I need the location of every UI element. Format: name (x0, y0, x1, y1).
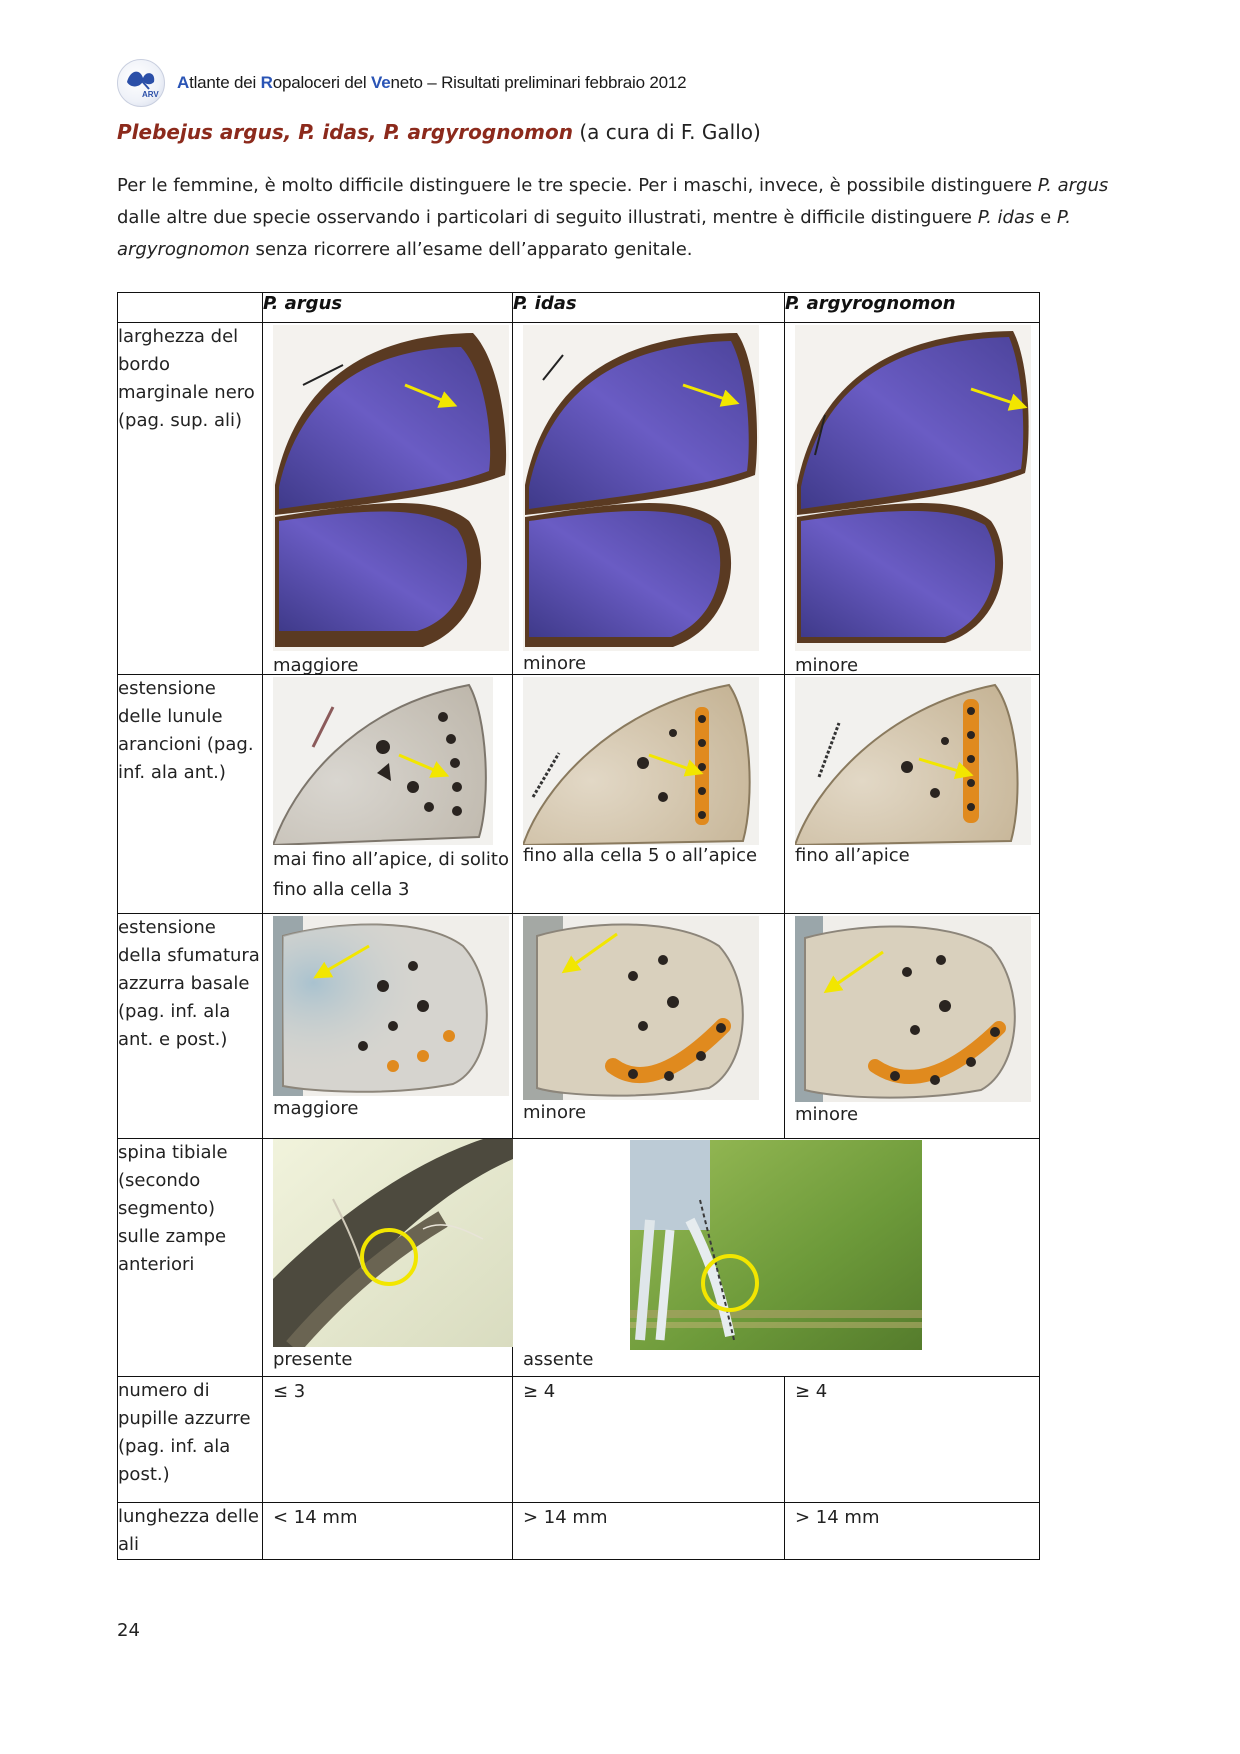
value-ali-argus: < 14 mm (273, 1507, 358, 1528)
row-label-spina: spina tibiale (secondo segmento) sulle zampe anteriori (118, 1139, 263, 1377)
row-label-bordo: larghezza del bordo marginale nero (pag. sup. ali) (118, 323, 263, 675)
caption-lunule-argus: mai fino all’apice, di solito fino alla cella 3 (273, 849, 510, 900)
cell-bordo-idas (513, 323, 785, 675)
arv-logo (117, 59, 165, 107)
butterfly-upperside-argus-photo (273, 325, 509, 651)
caption-bordo-idas: minore (523, 653, 587, 674)
cell-pupille-idas (513, 1377, 785, 1503)
value-pupille-argus: ≤ 3 (273, 1381, 306, 1402)
caption-bordo-argyrognomon: minore (795, 655, 859, 676)
header-text-part: tlante dei (189, 73, 261, 92)
intro-species-idas: P. idas (977, 207, 1035, 228)
value-ali-argyrognomon: > 14 mm (795, 1507, 880, 1528)
intro-text: dalle altre due specie osservando i particolari di seguito illustrati, mentre è difficile distinguere (117, 207, 978, 228)
cell-spina-argus (263, 1139, 513, 1377)
caption-sfumatura-argyrognomon: minore (795, 1104, 859, 1125)
cell-spina-idas-argyrognomon (513, 1139, 1040, 1377)
section-title (117, 120, 761, 144)
header-title (177, 73, 686, 93)
intro-paragraph (117, 170, 1117, 266)
cell-bordo-argyrognomon (785, 323, 1040, 675)
logo-text: ARV (142, 90, 159, 99)
value-pupille-argyrognomon: ≥ 4 (795, 1381, 828, 1402)
cell-lunule-idas (513, 675, 785, 914)
intro-text: Per le femmine, è molto difficile distinguere le tre specie. Per i maschi, invece, è possibile distinguere (117, 175, 1038, 196)
page-number: 24 (117, 1620, 140, 1641)
header-text-part: opaloceri del (272, 73, 372, 92)
row-label-pupille: numero di pupille azzurre (pag. inf. ala post.) (118, 1377, 263, 1503)
butterfly-upperside-idas-photo (523, 325, 759, 651)
tibial-spine-absent-photo (630, 1140, 922, 1350)
header-empty-cell (118, 293, 263, 323)
intro-species-argus: P. argus (1037, 175, 1109, 196)
intro-text: e (1034, 207, 1057, 228)
caption-bordo-argus: maggiore (273, 655, 359, 676)
butterfly-underside-base-idas-photo (523, 916, 759, 1100)
value-ali-idas: > 14 mm (523, 1507, 608, 1528)
cell-pupille-argus (263, 1377, 513, 1503)
cell-lunule-argus (263, 675, 513, 914)
cell-sfumatura-idas (513, 914, 785, 1139)
butterfly-forewing-underside-argus-photo (273, 677, 493, 845)
column-header-idas: P. idas (513, 293, 785, 323)
butterfly-underside-base-argus-photo (273, 916, 509, 1096)
butterfly-forewing-underside-argyrognomon-photo (795, 677, 1031, 845)
butterfly-upperside-argyrognomon-photo (795, 325, 1031, 651)
row-label-ali: lunghezza delle ali (118, 1503, 263, 1560)
caption-spina-argus: presente (273, 1349, 353, 1370)
butterfly-forewing-underside-idas-photo (523, 677, 759, 845)
caption-lunule-idas: fino alla cella 5 o all’apice (523, 845, 758, 866)
value-pupille-idas: ≥ 4 (523, 1381, 556, 1402)
cell-bordo-argus (263, 323, 513, 675)
title-species: Plebejus argus, P. idas, P. argyrognomon (117, 120, 573, 144)
intro-species-argyrognomon: P. argyrognomon (117, 207, 1072, 260)
tibial-spine-present-photo (273, 1139, 513, 1347)
cell-ali-argus (263, 1503, 513, 1560)
intro-text: senza ricorrere all’esame dell’apparato genitale. (249, 239, 693, 260)
column-header-argus: P. argus (263, 293, 513, 323)
caption-sfumatura-idas: minore (523, 1102, 587, 1123)
running-header (117, 58, 686, 108)
row-label-lunule: estensione delle lunule arancioni (pag. inf. ala ant.) (118, 675, 263, 914)
header-text-part: neto – Risultati preliminari febbraio 2012 (390, 73, 687, 92)
cell-sfumatura-argus (263, 914, 513, 1139)
column-header-argyrognomon: P. argyrognomon (785, 293, 1040, 323)
caption-sfumatura-argus: maggiore (273, 1098, 359, 1119)
cell-ali-argyrognomon (785, 1503, 1040, 1560)
caption-lunule-argyrognomon: fino all’apice (795, 845, 910, 866)
cell-lunule-argyrognomon (785, 675, 1040, 914)
row-label-sfumatura: estensione della sfumatura azzurra basale (pag. inf. ala ant. e post.) (118, 914, 263, 1139)
cell-sfumatura-argyrognomon (785, 914, 1040, 1139)
cell-ali-idas (513, 1503, 785, 1560)
header-highlight-letter: Ve (371, 73, 391, 92)
cell-pupille-argyrognomon (785, 1377, 1040, 1503)
butterfly-underside-base-argyrognomon-photo (795, 916, 1031, 1102)
header-highlight-letter: R (260, 73, 273, 92)
caption-spina-idas-argyrognomon: assente (523, 1349, 594, 1370)
comparison-table (117, 292, 1040, 1560)
header-highlight-letter: A (177, 73, 190, 92)
title-credit: (a cura di F. Gallo) (573, 120, 761, 144)
